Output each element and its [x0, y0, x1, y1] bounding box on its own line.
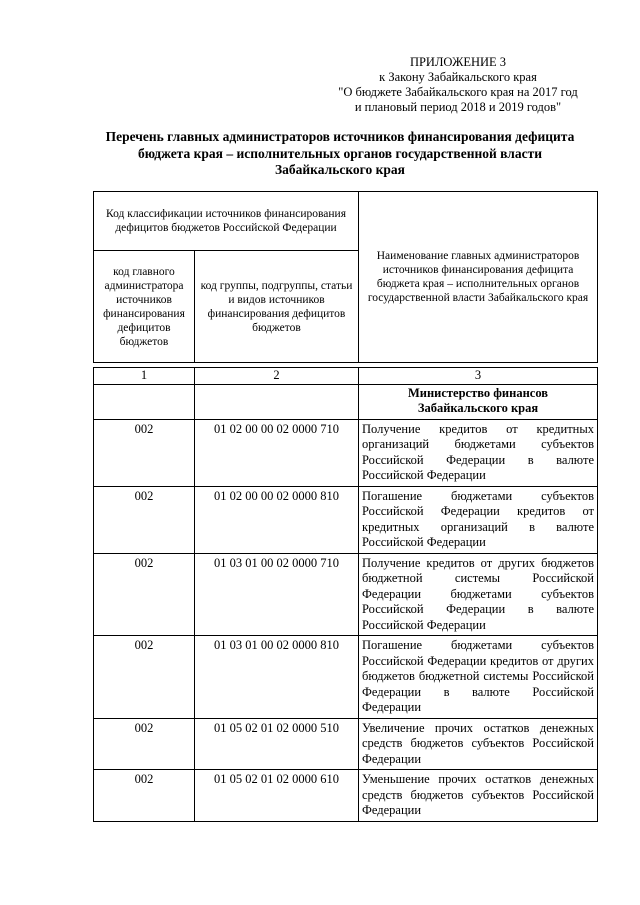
title-line-1: Перечень главных администраторов источников финансирования дефицита: [105, 129, 575, 144]
table-row: [94, 419, 598, 486]
source-code: 01 05 02 01 02 0000 610: [195, 770, 359, 822]
table-row: [94, 718, 598, 770]
appendix-law-ref: к Закону Забайкальского края: [379, 70, 537, 84]
table-row: [94, 486, 598, 553]
admin-code: 002: [94, 770, 195, 822]
table-row: [94, 770, 598, 822]
source-name: Погашение бюджетами субъектов Российской Федерации кредитов от других бюджетов бюджетной системы Российской Федерации в валюте Российской Федерации: [359, 636, 598, 719]
table-row: [94, 636, 598, 719]
source-code: 01 03 01 00 02 0000 810: [195, 636, 359, 719]
source-name: Уменьшение прочих остатков денежных средств бюджетов субъектов Российской Федерации: [359, 770, 598, 822]
admin-code: 002: [94, 419, 195, 486]
header-admin-code-cell: код главного администратора источников финансирования дефицитов бюджетов: [94, 251, 195, 363]
appendix-law-title-2: и плановый период 2018 и 2019 годов": [354, 100, 562, 114]
admin-code: 002: [94, 486, 195, 553]
header-name-cell: Наименование главных администраторов источников финансирования дефицита бюджета края – исполнительных органов государственной власти Забайкальского края: [359, 192, 598, 363]
source-code: 01 02 00 00 02 0000 810: [195, 486, 359, 553]
admin-code: 002: [94, 553, 195, 636]
admin-code: 002: [94, 718, 195, 770]
appendix-number: ПРИЛОЖЕНИЕ 3: [409, 55, 507, 69]
column-number: 2: [195, 368, 359, 385]
source-name: Получение кредитов от кредитных организаций бюджетами субъектов Российской Федерации в валюте Российской Федерации: [359, 419, 598, 486]
header-source-code-cell: код группы, подгруппы, статьи и видов источников финансирования дефицитов бюджетов: [195, 251, 359, 363]
admin-code: 002: [94, 636, 195, 719]
ministry-name: Министерство финансов Забайкальского края: [359, 384, 598, 419]
document-title: [80, 129, 600, 179]
title-line-2: бюджета края – исполнительных органов государственной власти: [137, 145, 543, 161]
source-code: 01 02 00 00 02 0000 710: [195, 419, 359, 486]
source-code: 01 05 02 01 02 0000 510: [195, 718, 359, 770]
title-line-3: Забайкальского края: [275, 162, 405, 177]
data-table: [93, 367, 598, 822]
column-number: 3: [359, 368, 598, 385]
ministry-row: [94, 384, 598, 419]
appendix-header: [328, 55, 588, 115]
source-code: 01 03 01 00 02 0000 710: [195, 553, 359, 636]
header-table: [93, 191, 598, 363]
source-name: Получение кредитов от других бюджетов бюджетной системы Российской Федерации бюджетами субъектов Российской Федерации в валюте Российской Федерации: [359, 553, 598, 636]
source-name: Погашение бюджетами субъектов Российской Федерации кредитов от кредитных организаций в валюте Российской Федерации: [359, 486, 598, 553]
source-name: Увеличение прочих остатков денежных средств бюджетов субъектов Российской Федерации: [359, 718, 598, 770]
column-number-row: [94, 368, 598, 385]
table-row: [94, 553, 598, 636]
header-row-group: [94, 192, 598, 251]
header-group-cell: Код классификации источников финансирования дефицитов бюджетов Российской Федерации: [94, 192, 359, 251]
column-number: 1: [94, 368, 195, 385]
appendix-law-title-1: "О бюджете Забайкальского края на 2017 год: [338, 85, 578, 99]
